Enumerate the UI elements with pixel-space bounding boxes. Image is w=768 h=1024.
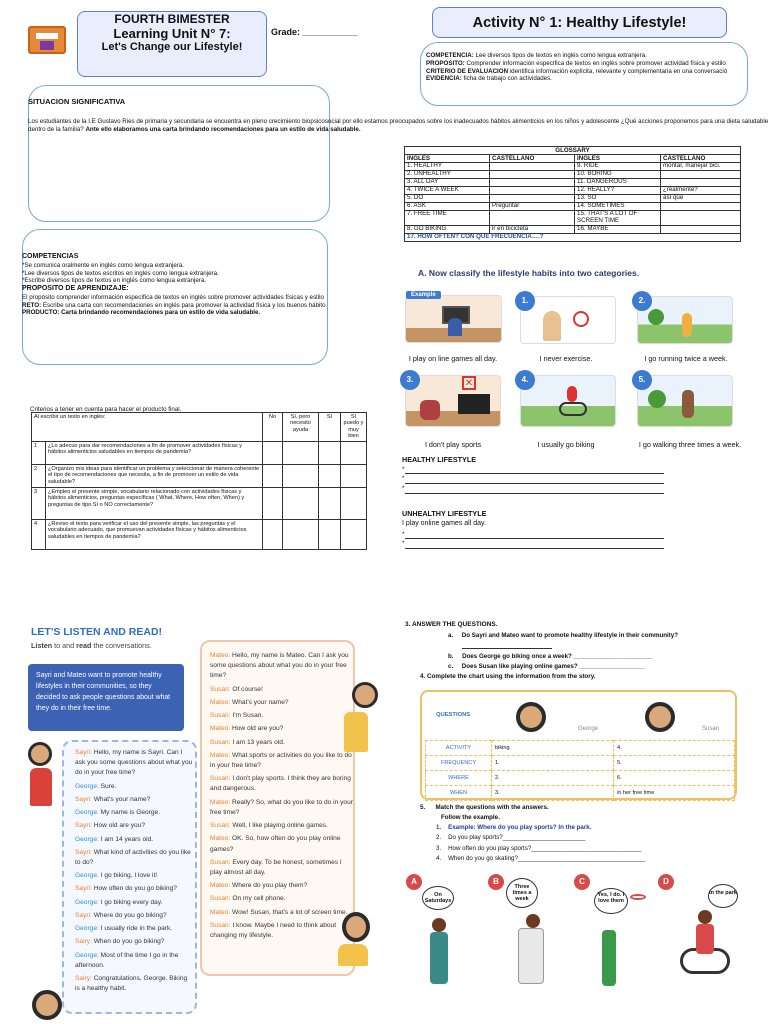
glossary-table: GLOSSARY INGLES CASTELLANO INGLES CASTELLANO 1. HEALTHY 9. RIDE montar, manejar bici. 2. UNHEALTHY 10. BORING 3. ALL DAY 11. DANGEROUS 4. TWICE A WEEK 12. REALLY? ¿realmente? 5. DO 13. SO así que 6. ASK Preguntar 14. SOMETIMES 7. FREE TIME 15. THAT'S A LOT OF SCREEN TIME 8. GO BIKING ir en bicicleta 16. MAYBE 17. HOW OFTEN? CON QUE FRECUENCIA….? bbox=[404, 146, 741, 242]
dialogue-text: How often do you go biking? bbox=[91, 885, 177, 893]
dialogue-text: How old are you? bbox=[230, 725, 284, 733]
speaker-name: George: bbox=[75, 782, 99, 790]
dialogue-text: What sports or activities do you like to do in your free time? bbox=[210, 751, 352, 769]
dialogue-text: I know. Maybe I need to think about changing my lifestyle. bbox=[210, 921, 337, 940]
dialogue-line bbox=[75, 911, 193, 921]
scene-1 bbox=[520, 296, 616, 344]
scene-4 bbox=[520, 375, 616, 427]
match-item-4: 4. When do you go skating?_____________________________________ bbox=[436, 855, 646, 862]
dialogue-line bbox=[210, 894, 353, 904]
speaker-name: George: bbox=[75, 951, 99, 959]
healthy-bullet: * bbox=[402, 466, 405, 473]
avatar-susan-body bbox=[338, 944, 368, 966]
dialogue-line bbox=[210, 834, 353, 854]
match-item-1: 1. Example: Where do you play sports? In the park. bbox=[436, 824, 592, 831]
dialogue-text: OK. So, how often do you play online games? bbox=[210, 835, 341, 853]
answer-line[interactable] bbox=[405, 493, 664, 494]
caption-3: I don't play sports bbox=[424, 440, 482, 449]
walker-icon bbox=[682, 390, 694, 418]
dialogue-line bbox=[210, 798, 353, 818]
caption-2: I go running twice a week. bbox=[644, 354, 728, 363]
dialogue-text: When do you go biking? bbox=[91, 938, 165, 946]
speaker-name: Mateo: bbox=[210, 882, 231, 890]
criteria-caption: Criterios a tener en cuenta para hacer el producto final. bbox=[30, 406, 182, 413]
caption-1: I never exercise. bbox=[539, 354, 593, 363]
answer-line[interactable] bbox=[405, 473, 664, 474]
listen-title: LET'S LISTEN AND READ! bbox=[31, 626, 163, 638]
dialogue-text: Hello, my name is Mateo. Can I ask you some questions about what you do in your free time? bbox=[210, 652, 349, 680]
person-icon bbox=[448, 318, 462, 336]
caption-5: I go walking three times a week. bbox=[638, 440, 742, 449]
dialogue-line bbox=[210, 908, 353, 918]
dialogue-text: Sure. bbox=[98, 782, 117, 790]
match-heading: 5. Match the questions with the answers. bbox=[420, 804, 549, 811]
person-icon bbox=[420, 400, 440, 420]
rider-icon bbox=[567, 386, 577, 402]
dialogue-line bbox=[210, 821, 353, 831]
letter-badge: C bbox=[574, 874, 590, 890]
speaker-name: Susan: bbox=[210, 738, 231, 746]
dialogue-text: How old are you? bbox=[91, 822, 146, 830]
dialogue-text: I go biking every day. bbox=[98, 898, 163, 906]
avatar-sayri bbox=[28, 742, 52, 766]
dialogue-line bbox=[210, 711, 353, 721]
unit-subtitle: Let's Change our Lifestyle! bbox=[101, 41, 243, 53]
speaker-name: Sairy: bbox=[75, 938, 92, 946]
speaker-name: Mateo: bbox=[210, 698, 231, 706]
dialogue-text: I am 13 years old. bbox=[230, 738, 285, 746]
competencia-text: COMPETENCIA: Lee diversos tipos de textos en inglés como lengua extranjera. PROPOSITO: Comprender información específica de textos en inglés sobre promover actividad física y estilo CRITERIO DE EVALUACION identifica información explícita, relevante y complementaria en una conversació EVIDENCIA: ficha de trabajo con actividades. bbox=[426, 52, 728, 83]
unhealthy-bullet: * bbox=[402, 540, 405, 547]
questions-heading: 3. ANSWER THE QUESTIONS. bbox=[405, 621, 498, 628]
answer-line[interactable] bbox=[405, 538, 664, 539]
no-exercise-icon bbox=[573, 311, 589, 327]
speech-bubble-b: Three times a week bbox=[506, 878, 538, 908]
school-logo bbox=[28, 26, 66, 54]
speaker-name: Mateo: bbox=[210, 652, 231, 659]
tree-icon bbox=[648, 390, 666, 408]
dialogue-text: I usually ride in the park. bbox=[98, 925, 173, 933]
question-b: b. Does George go biking once a week? _______________________ bbox=[448, 653, 653, 660]
dialogue-line bbox=[75, 951, 193, 971]
competencias-text: COMPETENCIAS *Se comunica oralmente en inglés como lengua extranjera. *Lee diversos tipos de textos escritos en inglés como lengua extranjera. *Escribe diversos tipos de textos en inglés como lengua extranjera. PROPOSITO DE APRENDIZAJE: El propósito comprender información específica de textos en inglés sobre promover actividades físicas y estilo RETO: Escribe una carta con recomendaciones en inglés para promover la actividad física y los buenos hábito PRODUCTO: Carta brindando recomendaciones para un estilo de vida saludable. bbox=[22, 253, 326, 317]
speaker-name: Mateo: bbox=[210, 798, 231, 806]
bimester-label: FOURTH BIMESTER bbox=[114, 12, 230, 26]
question-a: a. Do Sayri and Mateo want to promote healthy lifestyle in their community? bbox=[448, 632, 679, 639]
speaker-name: George: bbox=[75, 809, 99, 817]
speaker-name: Susan: bbox=[210, 775, 231, 783]
dialogue-line bbox=[210, 881, 353, 891]
dialogue-line bbox=[210, 921, 353, 941]
dialogue-line bbox=[75, 924, 193, 934]
person-body bbox=[696, 924, 714, 954]
chart-questions-label: QUESTIONS bbox=[436, 712, 471, 718]
unit-title-box bbox=[77, 11, 267, 77]
dialogue-text: Most of the time I go in the afternoon. bbox=[75, 951, 179, 969]
dialogue-text: Of course! bbox=[230, 685, 263, 693]
george-label: George bbox=[578, 726, 599, 732]
speaker-name: Mateo: bbox=[210, 908, 231, 916]
speaker-name: Sayri: bbox=[75, 848, 92, 856]
dialogue-text: What's your name? bbox=[91, 795, 151, 803]
avatar-susan-chart bbox=[645, 702, 675, 732]
susan-label: Susan bbox=[702, 726, 720, 732]
question-c: c. Does Susan like playing online games? ___________________ bbox=[448, 663, 645, 670]
speech-bubble-c: Yes, I do. I love them bbox=[594, 888, 628, 914]
speaker-name: Susan: bbox=[210, 822, 231, 830]
dialogue-line bbox=[75, 835, 193, 845]
scene-5 bbox=[637, 375, 733, 427]
situacion-heading: SITUACION SIGNIFICATIVA bbox=[28, 97, 126, 106]
avatar-susan bbox=[342, 912, 370, 942]
basketball-hoop-icon bbox=[630, 894, 646, 900]
dialogue-line bbox=[75, 795, 193, 805]
person-icon bbox=[698, 910, 712, 924]
number-badge: 3. bbox=[400, 370, 420, 390]
dialogue-line bbox=[210, 698, 353, 708]
situacion-text: Los estudiantes de la I.E Gustavo Ries de primaria y secundaria se encuentra en pleno crecimiento biopsicosocial por ello estamos preocupados sobre los inadecuados hábitos alimenticios en los niños y adolescente ¿Qué acciones proponemos para una dieta saludable dentro de la familia? Ante ello elaboramos una carta brindando recomendaciones para un estilo de vida saludable. bbox=[28, 118, 768, 133]
dialogue-line bbox=[75, 884, 193, 894]
dialogue-text: Congratulations, George. Biking is a healthy habit. bbox=[75, 974, 188, 993]
example-tag: Example bbox=[406, 291, 441, 299]
letter-badge: B bbox=[488, 874, 504, 890]
speaker-name: Mateo: bbox=[210, 835, 231, 843]
picture-a bbox=[406, 874, 478, 996]
dialogue-line bbox=[210, 774, 353, 794]
dialogue-line bbox=[210, 858, 353, 878]
dialogue-text: Really? So, what do you like to do in your free time? bbox=[210, 798, 353, 816]
dialogue-text: I go biking, I love it! bbox=[98, 872, 158, 880]
speaker-name: Susan: bbox=[210, 712, 231, 720]
speaker-name: Susan: bbox=[210, 895, 231, 903]
speaker-name: Sayri: bbox=[75, 911, 92, 919]
dialogue-text: Hello, my name is Sayri. Can I ask you some questions about what you do in your free time? bbox=[75, 749, 193, 777]
dialogue-text: Wow! Susan, that's a lot of screen time. bbox=[230, 908, 348, 916]
dialogue-text: I am 14 years old. bbox=[98, 835, 154, 843]
dialogue-line bbox=[75, 808, 193, 818]
answer-line[interactable] bbox=[462, 648, 552, 649]
person-icon bbox=[543, 311, 561, 341]
listen-subtitle: Listen to and read the conversations. bbox=[31, 641, 152, 650]
dialogue-text: I don't play sports. I think they are boring and dangerous. bbox=[210, 775, 351, 793]
example-gaming-scene bbox=[405, 292, 502, 343]
speaker-name: George: bbox=[75, 872, 99, 880]
conversation-susan bbox=[210, 651, 353, 944]
dialogue-text: What kind of activities do you like to do? bbox=[75, 848, 191, 866]
match-subheading: Follow the example. bbox=[441, 814, 500, 821]
dialogue-line bbox=[210, 751, 353, 771]
speech-bubble-a: On Saturdays bbox=[422, 886, 454, 910]
dialogue-line bbox=[75, 848, 193, 868]
letter-badge: D bbox=[658, 874, 674, 890]
speaker-name: George: bbox=[75, 835, 99, 843]
picture-b bbox=[488, 874, 568, 996]
dialogue-text: Well, I like playing online games. bbox=[230, 822, 328, 830]
avatar-mateo bbox=[352, 682, 378, 708]
picture-d bbox=[658, 874, 738, 996]
dialogue-line bbox=[210, 738, 353, 748]
person-body bbox=[518, 928, 544, 984]
dialogue-text: I'm Susan. bbox=[230, 712, 264, 720]
dialogue-line bbox=[75, 748, 193, 779]
avatar-george bbox=[32, 990, 62, 1020]
number-badge: 2. bbox=[632, 291, 652, 311]
answer-line[interactable] bbox=[405, 483, 664, 484]
number-badge: 1. bbox=[515, 291, 535, 311]
unhealthy-example: I play online games all day. bbox=[402, 520, 486, 527]
activity-title: Activity N° 1: Healthy Lifestyle! bbox=[432, 7, 727, 38]
person-icon bbox=[526, 914, 540, 928]
person-icon bbox=[432, 918, 446, 932]
speaker-name: Susan: bbox=[210, 685, 231, 693]
speaker-name: Susan: bbox=[210, 858, 231, 866]
speaker-name: Sayri: bbox=[75, 885, 92, 893]
number-badge: 5. bbox=[632, 370, 652, 390]
speaker-name: Sairy: bbox=[75, 974, 92, 982]
healthy-bullet: * bbox=[402, 485, 405, 492]
person-body bbox=[430, 932, 448, 984]
dialogue-line bbox=[75, 821, 193, 831]
dialogue-line bbox=[210, 651, 353, 682]
intro-box: Sayri and Mateo want to promote healthy lifestyles in their communities, so they decided to ask people questions about what they do in their free time. bbox=[28, 664, 184, 731]
tree-icon bbox=[648, 309, 664, 325]
dialogue-text: What's your name? bbox=[230, 698, 289, 706]
speaker-name: Sayri: bbox=[75, 822, 92, 830]
speaker-name: Susan: bbox=[210, 921, 231, 929]
answer-line[interactable] bbox=[405, 548, 664, 549]
speaker-name: George: bbox=[75, 898, 99, 906]
speaker-name: Sayri: bbox=[75, 795, 92, 803]
scene-3 bbox=[405, 375, 501, 427]
number-badge: 4. bbox=[515, 370, 535, 390]
dialogue-text: On my cell phone. bbox=[230, 895, 286, 903]
dialogue-text: Where do you go biking? bbox=[91, 911, 167, 919]
dialogue-line bbox=[210, 724, 353, 734]
classify-heading: A. Now classify the lifestyle habits into two categories. bbox=[418, 268, 640, 278]
speaker-name: Sayri: bbox=[75, 749, 92, 756]
picture-c bbox=[574, 874, 654, 996]
scene-2 bbox=[637, 296, 733, 344]
tv-icon bbox=[458, 394, 490, 414]
speaker-name: Mateo: bbox=[210, 751, 231, 759]
dialogue-line bbox=[75, 937, 193, 947]
avatar-sayri-body bbox=[30, 768, 52, 806]
grade-field: Grade: ___________ bbox=[271, 27, 358, 37]
healthy-heading: HEALTHY LIFESTYLE bbox=[402, 455, 477, 464]
speaker-name: Mateo: bbox=[210, 725, 231, 733]
person-body bbox=[602, 930, 616, 986]
unhealthy-heading: UNHEALTHY LIFESTYLE bbox=[402, 509, 487, 518]
letter-badge: A bbox=[406, 874, 422, 890]
dialogue-text: Where do you play them? bbox=[230, 882, 308, 890]
dialogue-line bbox=[75, 871, 193, 881]
match-item-3: 3. How often do you play sports?________________________________ bbox=[436, 845, 642, 852]
runner-icon bbox=[682, 313, 692, 337]
dialogue-line bbox=[75, 898, 193, 908]
bicycle-icon bbox=[559, 402, 587, 416]
caption-4: I usually go biking bbox=[537, 440, 595, 449]
dialogue-text: My name is George. bbox=[98, 809, 161, 817]
criteria-table: Al escribir un texto en inglés: No Sí, pero necesito ayuda Sí Sí puedo y muy bien 1 ¿Lo adecuo para dar recomendaciones a fin de promover actividades físicas y hábitos alimenticios saludables en tiempos de pandemia? 2 ¿Organizo mis ideas para identificar un problema y seleccionar de manera coherente el tipo de recomendaciones que necesita, a fin de promover un estilo de vida saludable? 3 ¿Empleo el presente simple, vocabulario relacionado con actividades físicas y hábitos alimenticios, preguntas específicas ( What, Where, How often, When) y preguntas de tipo Sí o NO correctamente? 4 ¿Reviso el texto para verificar el uso del presente simple, las preguntas y el vocabulario adecuado, que promuevan actividades físicas y hábitos alimenticios saludables en tiempos de pandemia? bbox=[31, 412, 367, 550]
story-chart-table: ACTIVITY biking 4. FREQUENCY 1. 5. WHERE 2. 6. WHEN 3. in her free time bbox=[425, 740, 735, 801]
conversation-george bbox=[75, 748, 193, 997]
match-item-2: 2. Do you play sports?________________________ bbox=[436, 834, 586, 841]
unit-label: Learning Unit N° 7: bbox=[113, 26, 231, 41]
healthy-bullet: * bbox=[402, 475, 405, 482]
dialogue-line bbox=[75, 974, 193, 994]
dialogue-text: Every day. To be honest, sometimes I play almost all day. bbox=[210, 858, 342, 876]
speaker-name: George: bbox=[75, 925, 99, 933]
dialogue-line bbox=[210, 685, 353, 695]
caption-example: I play on line games all day. bbox=[408, 354, 498, 363]
no-sports-icon: ✕ bbox=[462, 376, 476, 390]
dialogue-line bbox=[75, 782, 193, 792]
speech-bubble-d: In the park bbox=[708, 884, 738, 908]
chart-heading: 4. Complete the chart using the information from the story. bbox=[420, 673, 596, 680]
unhealthy-bullet: * bbox=[402, 531, 405, 538]
avatar-george-chart bbox=[516, 702, 546, 732]
avatar-mateo-body bbox=[344, 712, 368, 752]
